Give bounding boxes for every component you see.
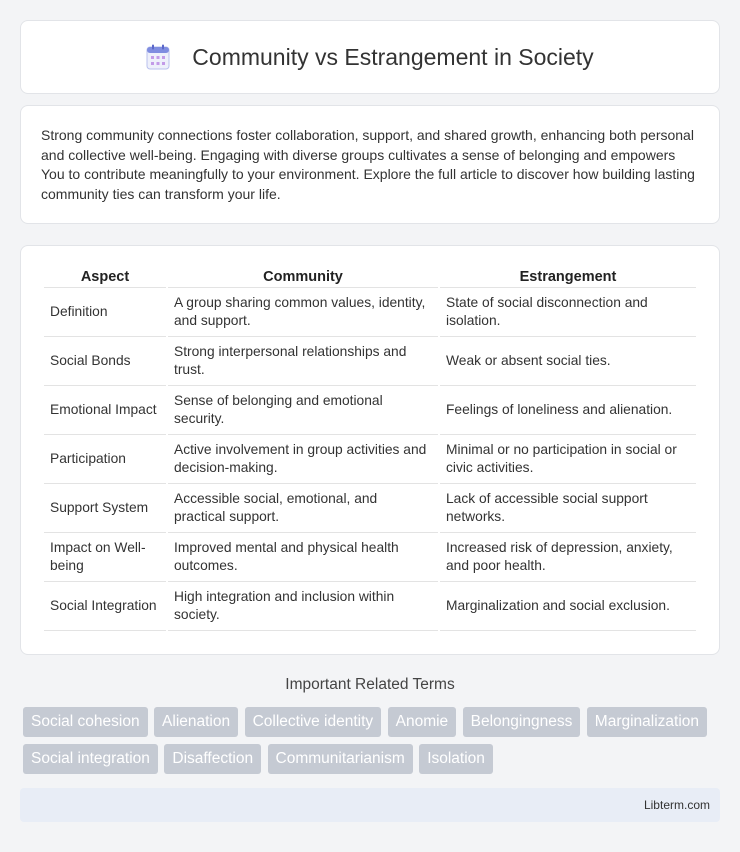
table-row — [44, 336, 696, 385]
table-row — [44, 532, 696, 581]
cell-estrangement: Lack of accessible social support networks. — [440, 483, 696, 532]
cell-aspect: Support System — [44, 483, 166, 532]
intro-card — [20, 105, 720, 224]
cell-community: High integration and inclusion within society. — [168, 581, 438, 631]
tag-isolation[interactable]: Isolation — [419, 744, 493, 774]
cell-estrangement: Increased risk of depression, anxiety, and poor health. — [440, 532, 696, 581]
cell-estrangement: State of social disconnection and isolation. — [440, 287, 696, 336]
table-row — [44, 287, 696, 336]
tag-disaffection[interactable]: Disaffection — [164, 744, 261, 774]
cell-aspect: Participation — [44, 434, 166, 483]
cell-community: Active involvement in group activities and decision-making. — [168, 434, 438, 483]
footer — [20, 788, 720, 822]
cell-aspect: Social Integration — [44, 581, 166, 631]
tag-collective-identity[interactable]: Collective identity — [245, 707, 382, 737]
cell-community: Strong interpersonal relationships and trust. — [168, 336, 438, 385]
intro-text: Strong community connections foster collaboration, support, and shared growth, enhancing both personal and collective well-being. Engaging with diverse groups cultivates a sense of belonging and empowers You to contribute meaningfully to your environment. Explore the full article to discover how building lasting community ties can transform your life. — [41, 127, 695, 202]
cell-community: Improved mental and physical health outcomes. — [168, 532, 438, 581]
cell-community: A group sharing common values, identity, and support. — [168, 287, 438, 336]
comparison-table-card — [20, 245, 720, 655]
related-terms-title: Important Related Terms — [285, 676, 455, 693]
tag-social-integration[interactable]: Social integration — [23, 744, 158, 774]
table-header-row — [44, 264, 696, 287]
cell-community: Sense of belonging and emotional security. — [168, 385, 438, 434]
tag-communitarianism[interactable]: Communitarianism — [268, 744, 413, 774]
header-aspect: Aspect — [80, 269, 130, 285]
comparison-table — [42, 264, 698, 631]
calendar-icon — [146, 44, 170, 70]
tag-alienation[interactable]: Alienation — [154, 707, 238, 737]
tag-social-cohesion[interactable]: Social cohesion — [23, 707, 148, 737]
tag-belongingness[interactable]: Belongingness — [463, 707, 581, 737]
page-title: Community vs Estrangement in Society — [192, 43, 594, 70]
tag-marginalization[interactable]: Marginalization — [587, 707, 707, 737]
cell-aspect: Definition — [44, 287, 166, 336]
cell-aspect: Emotional Impact — [44, 385, 166, 434]
tag-anomie[interactable]: Anomie — [388, 707, 457, 737]
header-card — [20, 20, 720, 94]
cell-estrangement: Weak or absent social ties. — [440, 336, 696, 385]
table-row — [44, 483, 696, 532]
cell-estrangement: Minimal or no participation in social or civic activities. — [440, 434, 696, 483]
related-terms-list — [23, 707, 723, 781]
header-estrangement: Estrangement — [519, 269, 617, 285]
header-community: Community — [263, 269, 343, 285]
cell-estrangement: Marginalization and social exclusion. — [440, 581, 696, 631]
cell-aspect: Impact on Well-being — [44, 532, 166, 581]
table-row — [44, 434, 696, 483]
table-row — [44, 385, 696, 434]
table-row — [44, 581, 696, 631]
cell-estrangement: Feelings of loneliness and alienation. — [440, 385, 696, 434]
footer-site-link[interactable]: Libterm.com — [643, 798, 710, 812]
cell-community: Accessible social, emotional, and practical support. — [168, 483, 438, 532]
cell-aspect: Social Bonds — [44, 336, 166, 385]
